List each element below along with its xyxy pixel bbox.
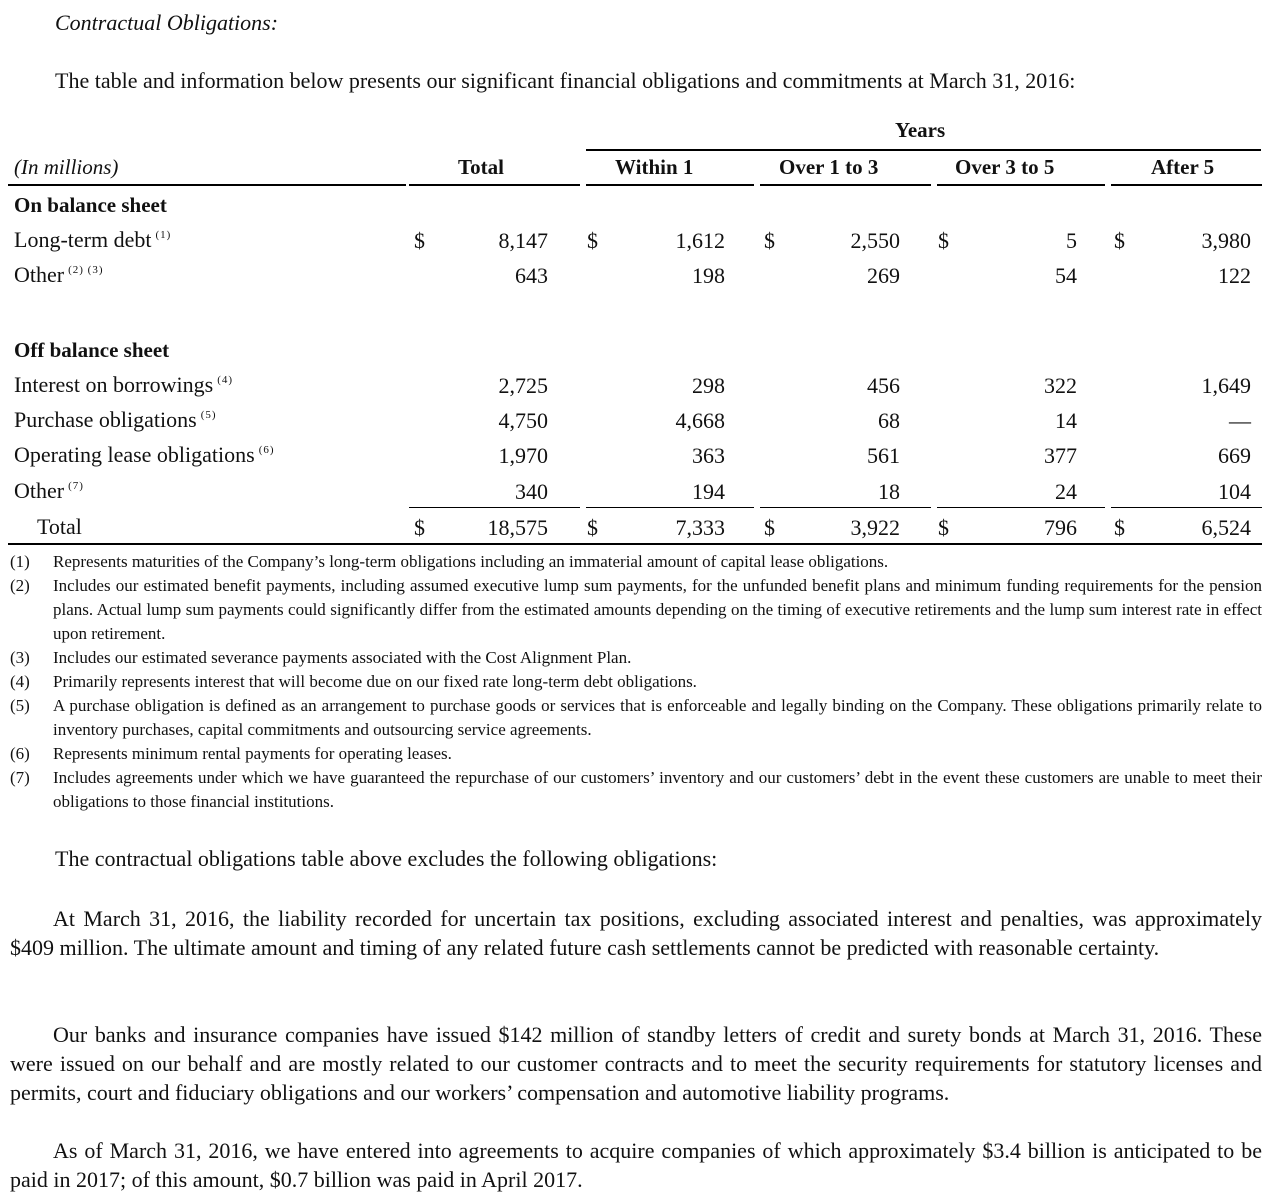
on-balance-sheet-title: On balance sheet <box>14 193 167 217</box>
cell-other-off-balance-over-3-to-5: 24 <box>1055 479 1077 504</box>
footnote-1 <box>10 550 1262 574</box>
currency-symbol: $ <box>587 515 598 540</box>
cell-operating-lease-over-1-to-3: 561 <box>867 443 900 468</box>
footnote-number: (1) <box>10 552 30 571</box>
currency-symbol: $ <box>764 228 775 253</box>
cell-total-over-3-to-5: 796 <box>1044 515 1077 540</box>
footnote-number: (2) <box>10 576 30 595</box>
currency-symbol: $ <box>1114 228 1125 253</box>
excludes-intro: The contractual obligations table above excludes the following obligations: <box>55 846 718 871</box>
header-rule-over-3-to-5 <box>937 184 1105 186</box>
units-label: (In millions) <box>14 155 119 179</box>
cell-other-on-balance-after-5: 122 <box>1218 263 1251 288</box>
footnote-number: (6) <box>10 744 30 763</box>
cell-other-on-balance-over-1-to-3: 269 <box>867 263 900 288</box>
row-label-other-on-balance: Other $^{(2) (3)}$ <box>14 262 104 287</box>
paragraph-tax-positions: At March 31, 2016, the liability recorded for uncertain tax positions, excluding associated interest and penalties, was approximately $409 million. The ultimate amount and timing of any related future cash settlements cannot be predicted with reasonable certainty. <box>10 906 1262 960</box>
footnote-text: Includes our estimated benefit payments, including assumed executive lump sum payments, for the unfunded benefit plans and minimum funding requirements for the pension plans. Actual lump sum payments could significantly differ from the estimated amounts depending on the timing of executive retirements and the lump sum interest rate in effect upon retirement. <box>53 576 1262 643</box>
cell-purchase-over-3-to-5: 14 <box>1055 408 1077 433</box>
cell-long-term-debt-within-1: 1,612 <box>675 228 725 253</box>
currency-symbol: $ <box>764 515 775 540</box>
paragraph-letters-of-credit: Our banks and insurance companies have issued $142 million of standby letters of credit and surety bonds at March 31, 2016. These were issued on our behalf and are mostly related to our customer contracts and to meet the security requirements for statutory licenses and permits, court and fiduciary obligations and our workers’ compensation and automotive liability programs. <box>10 1022 1262 1105</box>
cell-other-off-balance-after-5: 104 <box>1218 479 1251 504</box>
footnote-ref: (6) <box>258 444 275 456</box>
footnote-text: Includes agreements under which we have guaranteed the repurchase of our customers’ inventory and our customers’ debt in the event these customers are unable to meet their obligations to those financial institutions. <box>53 768 1262 811</box>
cell-operating-lease-after-5: 669 <box>1218 443 1251 468</box>
cell-interest-within-1: 298 <box>692 373 725 398</box>
footnote-number: (3) <box>10 648 30 667</box>
footnote-number: (4) <box>10 672 30 691</box>
header-rule-total <box>409 184 580 186</box>
cell-interest-total: 2,725 <box>498 373 548 398</box>
footnote-5 <box>10 694 1262 742</box>
row-label-purchase-obligations: Purchase obligations $^{(5)}$ <box>14 407 217 432</box>
footnote-ref: (7) <box>68 480 84 492</box>
footnote-ref: (1) <box>155 229 172 241</box>
footnote-7 <box>10 766 1262 814</box>
years-group-header: Years <box>895 118 946 142</box>
total-rule <box>8 543 1262 545</box>
sum-rule-after-5 <box>1111 507 1262 508</box>
row-label-long-term-debt: Long-term debt $^{(1)}$ <box>14 227 172 252</box>
row-label-total: Total <box>37 514 82 539</box>
cell-long-term-debt-after-5: 3,980 <box>1201 228 1251 253</box>
col-header-total: Total <box>458 155 504 179</box>
col-header-within-1: Within 1 <box>615 155 694 179</box>
cell-interest-over-3-to-5: 322 <box>1044 373 1077 398</box>
footnote-ref: (2) (3) <box>68 264 104 276</box>
footnote-ref: (5) <box>200 409 217 421</box>
cell-other-on-balance-total: 643 <box>515 263 548 288</box>
col-header-after-5: After 5 <box>1151 155 1215 179</box>
footnote-4 <box>10 670 1262 694</box>
cell-interest-over-1-to-3: 456 <box>867 373 900 398</box>
footnote-text: Represents minimum rental payments for operating leases. <box>53 744 452 763</box>
currency-symbol: $ <box>938 228 949 253</box>
cell-operating-lease-over-3-to-5: 377 <box>1044 443 1077 468</box>
currency-symbol: $ <box>414 515 425 540</box>
cell-long-term-debt-over-3-to-5: 5 <box>1066 228 1077 253</box>
sum-rule-over-1-to-3 <box>760 507 931 508</box>
cell-long-term-debt-total: 8,147 <box>498 228 548 253</box>
sum-rule-over-3-to-5 <box>937 507 1105 508</box>
cell-other-on-balance-within-1: 198 <box>692 263 725 288</box>
cell-total-total: 18,575 <box>487 515 548 540</box>
cell-purchase-over-1-to-3: 68 <box>878 408 900 433</box>
header-rule-after-5 <box>1111 184 1262 186</box>
currency-symbol: $ <box>938 515 949 540</box>
cell-purchase-total: 4,750 <box>498 408 548 433</box>
row-label-operating-lease-obligations: Operating lease obligations $^{(6)}$ <box>14 442 275 467</box>
header-rule-within-1 <box>586 184 754 186</box>
footnote-3 <box>10 646 1262 670</box>
cell-purchase-within-1: 4,668 <box>675 408 725 433</box>
cell-interest-after-5: 1,649 <box>1201 373 1251 398</box>
cell-purchase-after-5: — <box>1229 408 1251 433</box>
footnote-ref: (4) <box>217 374 234 386</box>
cell-long-term-debt-over-1-to-3: 2,550 <box>850 228 900 253</box>
header-rule-over-1-to-3 <box>760 184 931 186</box>
footnote-text: Includes our estimated severance payments associated with the Cost Alignment Plan. <box>53 648 632 667</box>
section-heading: Contractual Obligations: <box>55 10 279 35</box>
sum-rule-total <box>409 507 580 508</box>
cell-operating-lease-within-1: 363 <box>692 443 725 468</box>
footnote-6 <box>10 742 1262 766</box>
footnote-text: Primarily represents interest that will become due on our fixed rate long-term debt obligations. <box>53 672 697 691</box>
footnote-2 <box>10 574 1262 646</box>
col-header-over-1-to-3: Over 1 to 3 <box>779 155 879 179</box>
cell-other-off-balance-within-1: 194 <box>692 479 725 504</box>
footnote-number: (5) <box>10 696 30 715</box>
cell-total-after-5: 6,524 <box>1201 515 1251 540</box>
header-rule-label <box>8 184 406 186</box>
currency-symbol: $ <box>1114 515 1125 540</box>
cell-other-on-balance-over-3-to-5: 54 <box>1055 263 1077 288</box>
currency-symbol: $ <box>414 228 425 253</box>
cell-operating-lease-total: 1,970 <box>498 443 548 468</box>
sum-rule-within-1 <box>586 507 754 508</box>
row-label-interest-on-borrowings: Interest on borrowings $^{(4)}$ <box>14 372 234 397</box>
footnote-number: (7) <box>10 768 30 787</box>
cell-other-off-balance-total: 340 <box>515 479 548 504</box>
footnote-text: Represents maturities of the Company’s long-term obligations including an immaterial amount of capital lease obligations. <box>53 552 889 571</box>
off-balance-sheet-title: Off balance sheet <box>14 338 170 362</box>
cell-total-over-1-to-3: 3,922 <box>850 515 900 540</box>
paragraph-acquisitions: As of March 31, 2016, we have entered into agreements to acquire companies of which approximately $3.4 billion is anticipated to be paid in 2017; of this amount, $0.7 billion was paid in April 2017. <box>10 1138 1262 1192</box>
row-label-other-off-balance: Other $^{(7)}$ <box>14 478 84 503</box>
col-header-over-3-to-5: Over 3 to 5 <box>955 155 1055 179</box>
years-header-rule <box>586 149 1261 151</box>
cell-total-within-1: 7,333 <box>675 515 725 540</box>
intro-text: The table and information below presents our significant financial obligations and commitments at March 31, 2016: <box>55 68 1076 93</box>
currency-symbol: $ <box>587 228 598 253</box>
cell-other-off-balance-over-1-to-3: 18 <box>878 479 900 504</box>
footnote-text: A purchase obligation is defined as an arrangement to purchase goods or services that is enforceable and legally binding on the Company. These obligations primarily relate to inventory purchases, capital commitments and outsourcing service agreements. <box>53 696 1262 739</box>
